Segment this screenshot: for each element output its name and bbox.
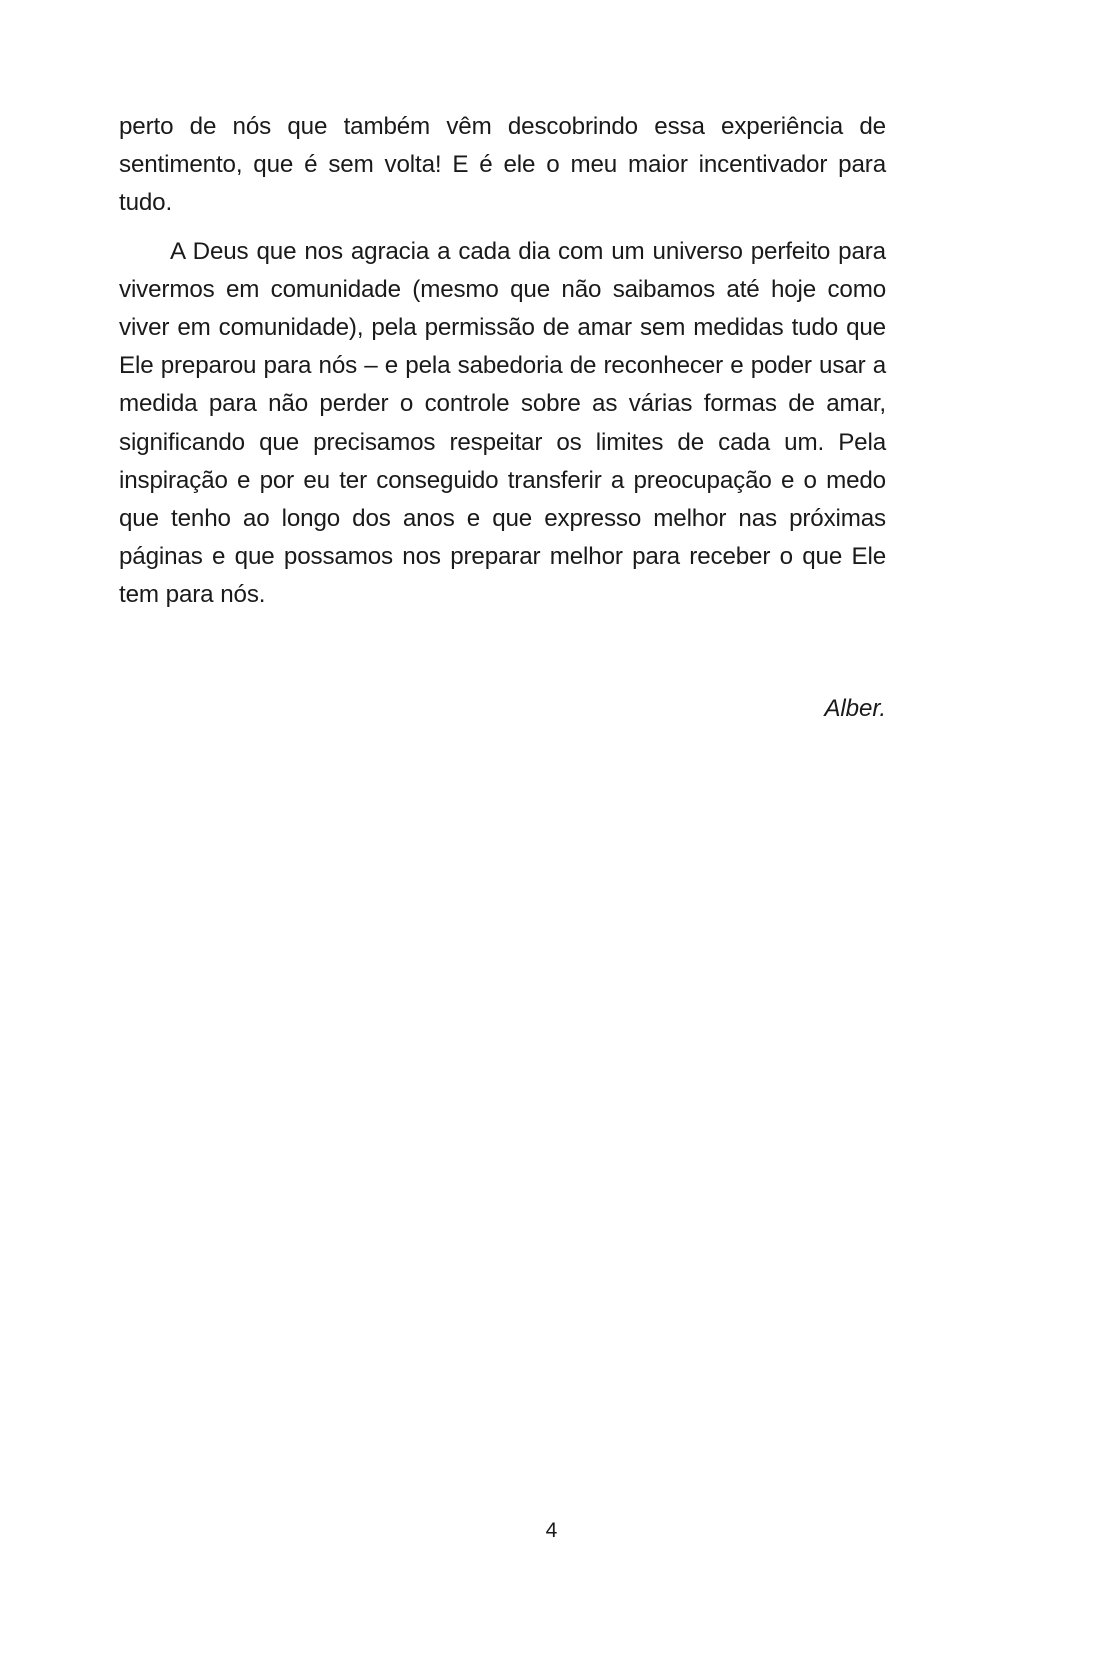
page-footer	[0, 1518, 1103, 1544]
paragraph-continuation: perto de nós que também vêm descobrindo essa experiência de sentimento, que é sem volta! E é ele o meu maior incentivador para tudo.	[119, 113, 886, 217]
signature-block	[119, 690, 886, 728]
author-signature: Alber.	[824, 695, 886, 722]
paragraph-deus: A Deus que nos agracia a cada dia com um universo perfeito para vivermos em comunidade (mesmo que não saibamos até hoje como viver em comunidade), pela permissão de amar sem medidas tudo que Ele preparou para nós – e pela sabedoria de reconhecer e poder usar a medida para não perder o controle sobre as várias formas de amar, significando que precisamos respeitar os limites de cada um. Pela inspiração e por eu ter conseguido transferir a preocupação e o medo que tenho ao longo dos anos e que expresso melhor nas próximas páginas e que possamos nos preparar melhor para receber o que Ele tem para nós.	[119, 237, 886, 609]
body-text-column	[119, 108, 886, 615]
page-number: 4	[545, 1519, 558, 1542]
